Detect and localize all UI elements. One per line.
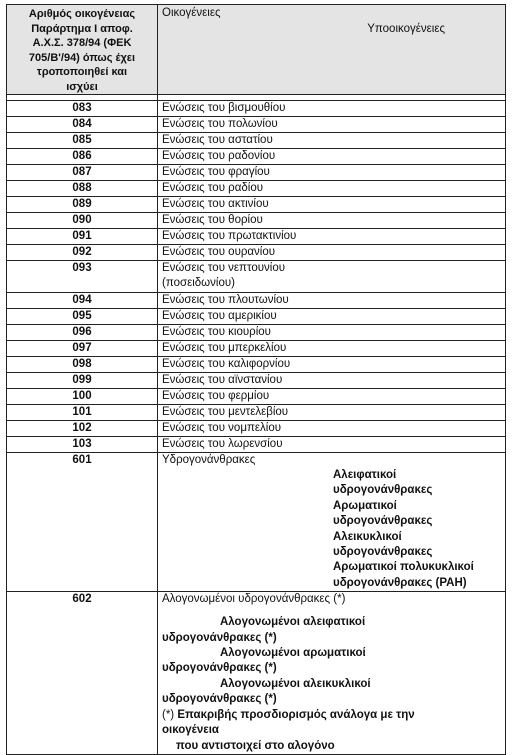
- table-row: [7, 325, 506, 341]
- table-row: [7, 165, 506, 181]
- table-row: [7, 197, 506, 213]
- family-number: 097: [7, 341, 158, 357]
- family-name-cell: [158, 437, 506, 453]
- subfamily-item: υδρογονάνθρακες: [333, 546, 433, 559]
- family-number: 091: [7, 229, 158, 245]
- table-row: [7, 261, 506, 293]
- family-number: 102: [7, 421, 158, 437]
- subfamily-item: υδρογονάνθρακες (*): [162, 662, 277, 675]
- header-col1-line: τροποποιηθεί και: [36, 66, 128, 78]
- family-name: Ενώσεις του βισμουθίου: [162, 102, 286, 114]
- subfamily-item: υδρογονάνθρακες (*): [162, 693, 277, 706]
- family-number: 099: [7, 373, 158, 389]
- subfamily-item: υδρογονάνθρακες: [333, 515, 433, 528]
- family-name-cell: [158, 309, 506, 325]
- family-number: 090: [7, 213, 158, 229]
- family-number: 089: [7, 197, 158, 213]
- families-table: [6, 4, 506, 755]
- family-name-cell: [158, 261, 506, 293]
- family-name: Υδρογονάνθρακες: [162, 454, 256, 466]
- subfamily-item: Αλογονωμένοι αλειφατικοί: [220, 616, 366, 629]
- family-name-cell: [158, 229, 506, 245]
- family-number: 095: [7, 309, 158, 325]
- table-row: [7, 357, 506, 373]
- table-row: [7, 101, 506, 117]
- family-name-cell: [158, 133, 506, 149]
- family-number: 602: [7, 592, 158, 755]
- family-name-cell: [158, 117, 506, 133]
- table-row: [7, 453, 506, 592]
- family-name-cell: [158, 373, 506, 389]
- family-name: (ποσειδωνίου): [162, 277, 235, 289]
- family-name: Ενώσεις του μπερκελίου: [162, 342, 287, 354]
- family-name-cell: [158, 149, 506, 165]
- family-number: 085: [7, 133, 158, 149]
- family-name-cell: [158, 245, 506, 261]
- subfamily-list: [333, 468, 505, 591]
- family-name: Ενώσεις του πολωνίου: [162, 118, 278, 130]
- family-name: Ενώσεις του καλιφορνίου: [162, 358, 291, 370]
- table-row: [7, 181, 506, 197]
- header-subfamilies-label: Υποοικογένειες: [367, 23, 445, 35]
- header-col1-line: ισχύει: [66, 80, 98, 93]
- family-name: Ενώσεις του ακτινίου: [162, 198, 269, 210]
- footnote-text: οικογένεια: [162, 724, 219, 737]
- family-name-cell: [158, 101, 506, 117]
- footnote-text: που αντιστοιχεί στο αλογόνο: [176, 739, 335, 752]
- family-name: Ενώσεις του λωρενσίου: [162, 438, 283, 450]
- family-name: Ενώσεις του ραδονίου: [162, 150, 276, 162]
- footnote-marker: (*): [162, 708, 178, 721]
- subfamily-list: [162, 615, 505, 707]
- family-number: 086: [7, 149, 158, 165]
- subfamily-item: Αλογονωμένοι αρωματικοί: [220, 647, 366, 660]
- subfamily-item: υδρογονάνθρακες (PAH): [333, 576, 467, 589]
- table-row: [7, 149, 506, 165]
- family-name: Ενώσεις του αστατίου: [162, 134, 273, 146]
- family-name: Ενώσεις του θορίου: [162, 214, 263, 226]
- family-number: 083: [7, 101, 158, 117]
- family-name-cell: [158, 325, 506, 341]
- family-name-cell: [158, 405, 506, 421]
- document-page: [6, 4, 504, 752]
- header-families-label: Οικογένειες: [162, 7, 221, 19]
- family-number: 098: [7, 357, 158, 373]
- table-row: [7, 229, 506, 245]
- table-row: [7, 293, 506, 309]
- header-family-number: [7, 5, 158, 95]
- family-name-cell: [158, 213, 506, 229]
- table-row: [7, 389, 506, 405]
- family-name: Ενώσεις του μεντελεβίου: [162, 406, 289, 418]
- table-row: [7, 117, 506, 133]
- subfamily-item: Αρωματικοί πολυκυκλικοί: [333, 561, 474, 574]
- header-col1-line: Παράρτημα Ι αποφ.: [31, 22, 133, 35]
- header-families: [158, 5, 506, 95]
- family-name-cell: [158, 357, 506, 373]
- subfamily-item: Αλειφατικοί: [333, 469, 397, 481]
- family-number: 092: [7, 245, 158, 261]
- family-name: Ενώσεις του φραγίου: [162, 166, 270, 178]
- family-name: Ενώσεις του αϊνστανίου: [162, 374, 283, 386]
- subfamily-item: Αλογονωμένοι αλεικυκλικοί: [220, 677, 371, 690]
- table-row: [7, 437, 506, 453]
- subfamily-item: υδρογονάνθρακες (*): [162, 631, 277, 644]
- family-number: 084: [7, 117, 158, 133]
- family-name-cell: [158, 453, 506, 592]
- table-row: [7, 245, 506, 261]
- family-number: 088: [7, 181, 158, 197]
- family-number: 101: [7, 405, 158, 421]
- family-name-cell: [158, 181, 506, 197]
- family-number: 096: [7, 325, 158, 341]
- family-name-cell: [158, 293, 506, 309]
- header-col1-line: Αριθμός οικογένειας: [28, 8, 136, 20]
- subfamily-item: Αρωματικοί: [333, 499, 397, 512]
- table-row: [7, 421, 506, 437]
- footnote-text: Επακριβής προσδιορισμός ανάλογα με την: [177, 708, 415, 721]
- family-number: 094: [7, 293, 158, 309]
- subfamily-item: Αλεικυκλικοί: [333, 530, 402, 543]
- family-name-cell: [158, 341, 506, 357]
- family-name: Ενώσεις του ραδίου: [162, 182, 264, 194]
- family-number: 093: [7, 261, 158, 293]
- family-name: Ενώσεις του φερμίου: [162, 390, 270, 402]
- table-row: [7, 309, 506, 325]
- header-col1-line: 705/Β'/94) όπως έχει: [28, 51, 136, 64]
- family-name: Ενώσεις του κιουρίου: [162, 326, 271, 338]
- table-row: [7, 133, 506, 149]
- table-row: [7, 213, 506, 229]
- family-name: Ενώσεις του πλουτωνίου: [162, 294, 289, 306]
- family-number: 103: [7, 437, 158, 453]
- header-col1-line: Α.Χ.Σ. 378/94 (ΦΕΚ: [32, 37, 132, 49]
- family-name-cell: [158, 165, 506, 181]
- family-name: Ενώσεις του αμερικίου: [162, 310, 277, 322]
- family-name-cell: [158, 592, 506, 755]
- family-number: 601: [7, 453, 158, 592]
- family-name-cell: [158, 197, 506, 213]
- family-name: Ενώσεις του ουρανίου: [162, 246, 276, 258]
- table-row: [7, 373, 506, 389]
- family-name: Ενώσεις του πρωτακτινίου: [162, 230, 297, 242]
- family-name: Αλογονωμένοι υδρογονάνθρακες (*): [162, 593, 346, 606]
- family-name-cell: [158, 389, 506, 405]
- table-row: [7, 341, 506, 357]
- subfamily-item: υδρογονάνθρακες: [333, 484, 433, 497]
- table-row: [7, 592, 506, 755]
- family-number: 100: [7, 389, 158, 405]
- table-row: [7, 405, 506, 421]
- family-name: Ενώσεις του νομπελίου: [162, 422, 281, 434]
- family-number: 087: [7, 165, 158, 181]
- family-name: Ενώσεις του νεπτουνίου: [162, 262, 286, 274]
- family-name-cell: [158, 421, 506, 437]
- footnote: [162, 708, 505, 754]
